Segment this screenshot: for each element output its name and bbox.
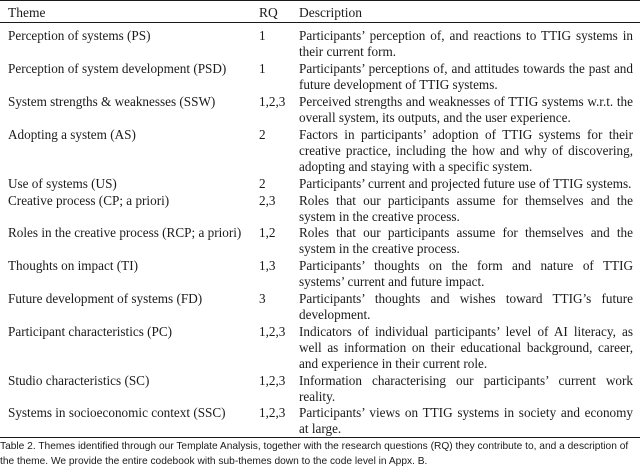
header-description: Description [299,5,362,20]
theme-cell: Thoughts on impact (TI) [8,258,139,273]
theme-cell: Use of systems (US) [8,176,117,191]
theme-cell: Studio characteristics (SC) [8,373,150,388]
theme-cell: Perception of systems (PS) [8,28,151,43]
table-header-rule [0,22,640,23]
description-cell: Indicators of individual participants’ level of AI literacy, as well as information on their educational background, career, and experience in their current role. [299,324,633,371]
theme-cell: Participant characteristics (PC) [8,324,173,339]
table-top-rule [0,0,640,1]
table-caption: Table 2. Themes identified through our Template Analysis, together with the research questions (RQ) they contribute to, and a description of the theme. We provide the entire codebook with sub-themes down to the code level in Appx. B. [0,441,629,467]
rq-cell: 1,2,3 [259,373,286,388]
rq-cell: 2,3 [259,193,276,208]
theme-cell: Perception of system development (PSD) [8,61,227,76]
theme-cell: Adopting a system (AS) [8,127,136,142]
rq-cell: 1,2,3 [259,324,286,339]
theme-cell: System strengths & weaknesses (SSW) [8,94,216,109]
description-cell: Participants’ perception of, and reactions to TTIG systems in their current form. [299,28,633,59]
rq-cell: 1,2,3 [259,94,286,109]
description-cell: Roles that our participants assume for themselves and the system in the creative process. [299,193,633,224]
description-cell: Participants’ thoughts on the form and nature of TTIG systems’ current and future impact. [299,258,633,289]
rq-cell: 1 [259,28,266,43]
header-theme: Theme [8,5,46,20]
rq-cell: 1,3 [259,258,276,273]
description-cell: Participants’ perceptions of, and attitudes towards the past and future development of TTIG systems. [299,61,633,92]
theme-cell: Future development of systems (FD) [8,291,203,306]
rq-cell: 2 [259,176,266,191]
theme-cell: Systems in socioeconomic context (SSC) [8,405,226,420]
table-bottom-rule [0,437,640,438]
description-cell: Information characterising our participants’ current work reality. [299,373,633,404]
rq-cell: 1 [259,61,266,76]
description-cell: Participants’ current and projected future use of TTIG systems. [299,176,632,191]
description-cell: Roles that our participants assume for themselves and the system in the creative process. [299,225,633,256]
description-cell: Factors in participants’ adoption of TTIG systems for their creative practice, including the how and why of discovering, adopting and staying with a specific system. [299,127,633,174]
description-cell: Participants’ views on TTIG systems in society and economy at large. [299,405,633,436]
description-cell: Perceived strengths and weaknesses of TTIG systems w.r.t. the overall system, its outputs, and the user experience. [299,94,633,125]
description-cell: Participants’ thoughts and wishes toward TTIG’s future development. [299,291,633,322]
rq-cell: 1,2,3 [259,405,286,420]
rq-cell: 3 [259,291,266,306]
rq-cell: 1,2 [259,225,276,240]
header-rq: RQ [259,5,278,20]
theme-cell: Creative process (CP; a priori) [8,193,170,208]
rq-cell: 2 [259,127,266,142]
theme-cell: Roles in the creative process (RCP; a priori) [8,225,242,240]
